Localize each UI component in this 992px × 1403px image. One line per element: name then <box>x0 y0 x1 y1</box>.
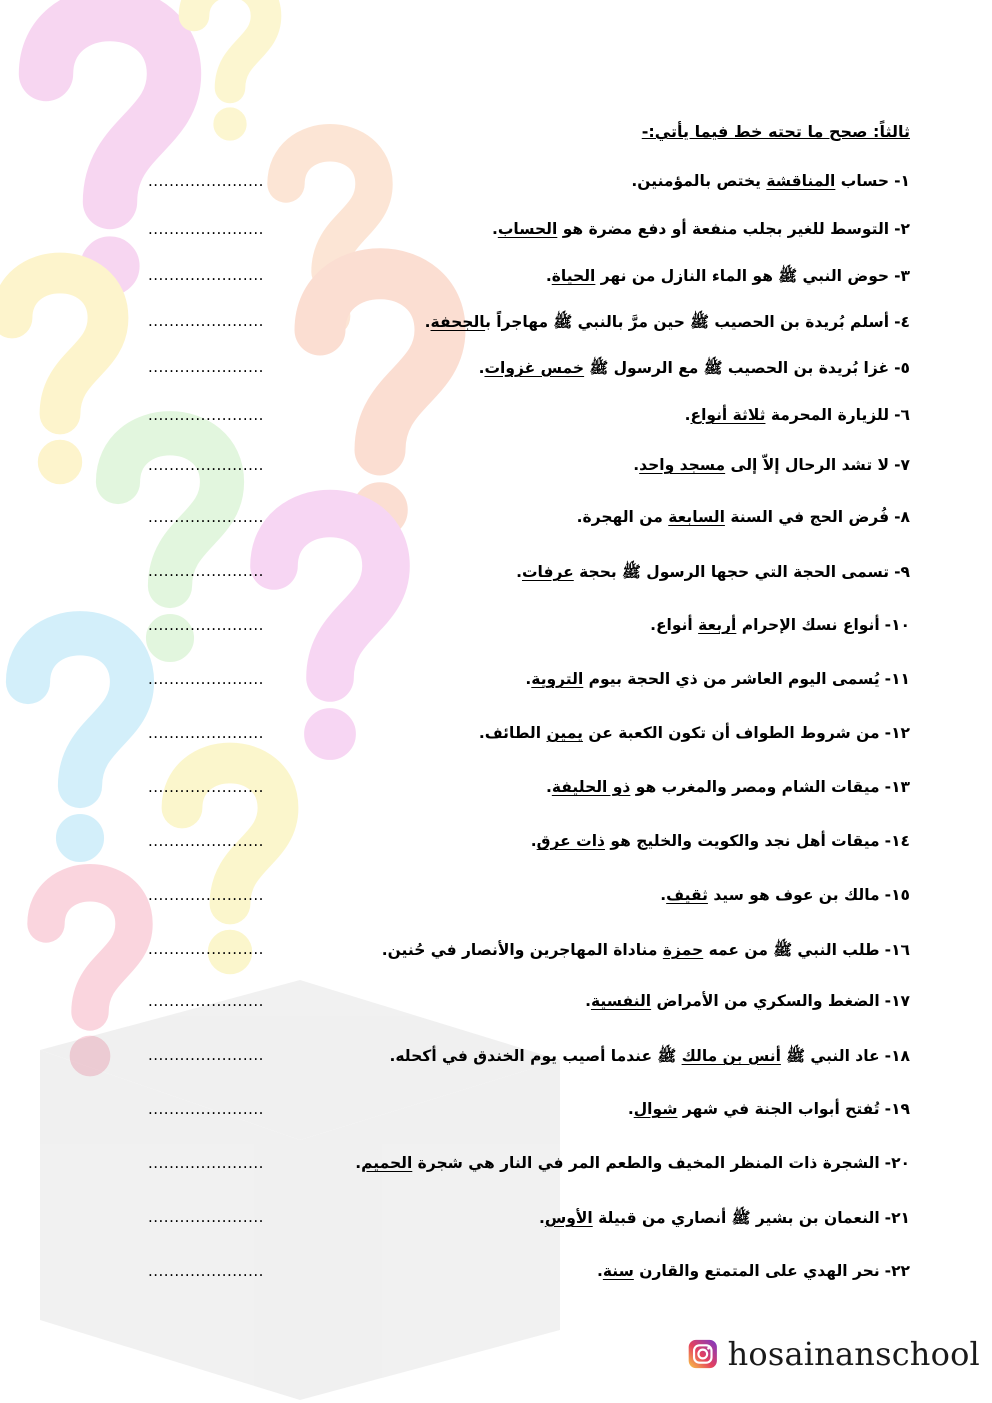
item-text-end: ﷺ عندما أصيب يوم الخندق في أكحله. <box>389 1047 682 1065</box>
item-number: ٤- <box>894 313 910 331</box>
item-number: ١٨- <box>884 1047 910 1065</box>
answer-blank[interactable]: ...................... <box>148 508 264 526</box>
item-number: ٣- <box>894 267 910 285</box>
exercise-item <box>110 992 910 1016</box>
exercise-item <box>110 778 910 802</box>
item-text-end: . <box>545 778 552 796</box>
exercise-item <box>110 670 910 694</box>
underlined-term: الجحفة <box>430 313 486 331</box>
item-text: حساب <box>835 172 890 190</box>
answer-blank[interactable]: ...................... <box>148 778 264 796</box>
answer-blank[interactable]: ...................... <box>148 992 264 1010</box>
underlined-term: الأوس <box>544 1209 593 1227</box>
item-text: فُرض الحج في السنة <box>724 508 890 526</box>
underlined-term: شوال <box>633 1100 678 1118</box>
item-text-end: . <box>491 220 498 238</box>
item-text: يُسمى اليوم العاشر من ذي الحجة بيوم <box>583 670 880 688</box>
answer-blank[interactable]: ...................... <box>148 1262 264 1280</box>
exercise-item <box>110 1262 910 1286</box>
underlined-term: ذات عرق <box>536 832 605 850</box>
underlined-term: ثلاثة أنواع <box>690 406 766 424</box>
answer-blank[interactable]: ...................... <box>148 266 264 284</box>
answer-blank[interactable]: ...................... <box>148 670 264 688</box>
underlined-term: أربعة <box>698 616 737 634</box>
exercise-item <box>110 220 910 244</box>
item-text: التوسط للغير بجلب منفعة أو دفع مضرة هو <box>557 220 890 238</box>
item-text-end: أنواع. <box>650 616 699 634</box>
underlined-term: الحياة <box>551 267 596 285</box>
item-number: ٢٢- <box>884 1262 910 1280</box>
item-text: الضغط والسكري من الأمراض <box>651 992 880 1010</box>
exercise-item <box>110 358 910 382</box>
exercise-item <box>110 172 910 196</box>
footer-social <box>688 1328 980 1380</box>
underlined-term: مسجد واحد <box>639 456 726 474</box>
item-text-end: . <box>633 456 640 474</box>
item-text-end: من الهجرة. <box>576 508 669 526</box>
item-text-end: . <box>545 267 552 285</box>
underlined-term: حمزة <box>662 941 704 959</box>
item-text-end: . <box>585 992 591 1010</box>
underlined-term: خمس غزوات <box>484 359 585 377</box>
item-text: أسلم بُريدة بن الحصيب ﷺ حين مرَّ بالنبي ﷺ مهاجراً ب <box>485 313 890 331</box>
item-text-end: الطائف. <box>478 724 547 742</box>
underlined-term: الحميم <box>361 1154 413 1172</box>
item-text: حوض النبي ﷺ هو الماء النازل من نهر <box>595 267 890 285</box>
exercise-item <box>110 266 910 290</box>
underlined-term: التروية <box>531 670 584 688</box>
item-number: ١٣- <box>884 778 910 796</box>
item-number: ٢- <box>894 220 910 238</box>
underlined-term: ذو الحليفة <box>551 778 631 796</box>
item-text-end: . <box>478 359 485 377</box>
item-text: للزيارة المحرمة <box>765 406 890 424</box>
answer-blank[interactable]: ...................... <box>148 172 264 190</box>
item-number: ١٢- <box>884 724 910 742</box>
item-number: ٦- <box>894 406 910 424</box>
exercise-item <box>110 616 910 640</box>
exercise-item <box>110 832 910 856</box>
item-text-end: . <box>596 1262 603 1280</box>
item-text: تسمى الحجة التي حجها الرسول ﷺ بحجة <box>573 563 890 581</box>
item-text: عاد النبي ﷺ <box>780 1047 880 1065</box>
item-text: غزا بُريدة بن الحصيب ﷺ مع الرسول ﷺ <box>584 359 890 377</box>
exercise-item <box>110 508 910 532</box>
underlined-term: النفسية <box>590 992 652 1010</box>
exercise-item <box>110 562 910 586</box>
answer-blank[interactable]: ...................... <box>148 616 264 634</box>
item-number: ١١- <box>884 670 910 688</box>
item-number: ٢١- <box>884 1209 910 1227</box>
item-text: ميقات أهل نجد والكويت والخليج هو <box>604 832 880 850</box>
answer-blank[interactable]: ...................... <box>148 724 264 742</box>
answer-blank[interactable]: ...................... <box>148 1154 264 1172</box>
exercise-item <box>110 1046 910 1070</box>
answer-blank[interactable]: ...................... <box>148 312 264 330</box>
answer-blank[interactable]: ...................... <box>148 886 264 904</box>
item-number: ١٦- <box>884 941 910 959</box>
item-number: ١٤- <box>884 832 910 850</box>
item-text-end: يختص بالمؤمنين. <box>631 172 767 190</box>
answer-blank[interactable]: ...................... <box>148 406 264 424</box>
item-number: ٨- <box>894 508 910 526</box>
underlined-term: الحساب <box>497 220 558 238</box>
item-text-end: . <box>516 563 522 581</box>
answer-blank[interactable]: ...................... <box>148 220 264 238</box>
underlined-term: سنة <box>602 1262 634 1280</box>
underlined-term: يمين <box>546 724 583 742</box>
item-number: ١٠- <box>884 616 910 634</box>
answer-blank[interactable]: ...................... <box>148 358 264 376</box>
item-number: ١٥- <box>884 886 910 904</box>
item-text-end: . <box>684 406 691 424</box>
answer-blank[interactable]: ...................... <box>148 456 264 474</box>
answer-blank[interactable]: ...................... <box>148 562 264 580</box>
underlined-term: ثقيف <box>666 886 708 904</box>
item-text: مالك بن عوف هو سيد <box>707 886 880 904</box>
answer-blank[interactable]: ...................... <box>148 832 264 850</box>
item-number: ١٧- <box>884 992 910 1010</box>
item-text: الشجرة ذات المنظر المخيف والطعم المر في النار هي شجرة <box>412 1154 880 1172</box>
instagram-handle: hosainanschool <box>727 1335 980 1373</box>
item-text: ميقات الشام ومصر والمغرب هو <box>630 778 880 796</box>
underlined-term: أنس بن مالك <box>681 1047 781 1065</box>
item-number: ١٩- <box>884 1100 910 1118</box>
section-heading: ثالثاً: صحح ما تحته خط فيما يأتي:- <box>641 122 910 141</box>
item-text-end: . <box>424 313 431 331</box>
item-text: من شروط الطواف أن تكون الكعبة عن <box>582 724 880 742</box>
exercise-item <box>110 406 910 430</box>
item-number: ٢٠- <box>884 1154 910 1172</box>
item-text-end: . <box>530 832 537 850</box>
item-text: لا تشد الرحال إلاّ إلى <box>725 456 890 474</box>
answer-blank[interactable]: ...................... <box>148 1100 264 1118</box>
exercise-item <box>110 456 910 480</box>
item-text-end: . <box>538 1209 545 1227</box>
answer-blank[interactable]: ...................... <box>148 1046 264 1064</box>
exercise-item <box>110 1154 910 1178</box>
exercise-item <box>110 940 910 964</box>
underlined-term: المناقشة <box>766 172 836 190</box>
item-number: ١- <box>894 172 910 190</box>
item-text: تُفتح أبواب الجنة في شهر <box>677 1100 880 1118</box>
exercise-item <box>110 1100 910 1124</box>
item-text-end: مناداة المهاجرين والأنصار في حُنين. <box>381 941 663 959</box>
item-number: ٩- <box>894 563 910 581</box>
exercise-item <box>110 1208 910 1232</box>
item-text-end: . <box>627 1100 634 1118</box>
item-text: النعمان بن بشير ﷺ أنصاري من قبيلة <box>592 1209 880 1227</box>
exercise-item <box>110 886 910 910</box>
item-number: ٥- <box>894 359 910 377</box>
item-text: طلب النبي ﷺ من عمه <box>703 941 880 959</box>
exercise-item <box>110 724 910 748</box>
underlined-term: عرفات <box>521 563 574 581</box>
answer-blank[interactable]: ...................... <box>148 940 264 958</box>
item-text-end: . <box>525 670 532 688</box>
exercise-item <box>110 312 910 336</box>
item-number: ٧- <box>894 456 910 474</box>
item-text: أنواع نسك الإحرام <box>736 616 880 634</box>
underlined-term: السابعة <box>668 508 725 526</box>
item-text: نحر الهدي على المتمتع والقارن <box>633 1262 880 1280</box>
instagram-icon <box>688 1332 718 1376</box>
item-text-end: . <box>660 886 667 904</box>
item-text-end: . <box>355 1154 362 1172</box>
answer-blank[interactable]: ...................... <box>148 1208 264 1226</box>
